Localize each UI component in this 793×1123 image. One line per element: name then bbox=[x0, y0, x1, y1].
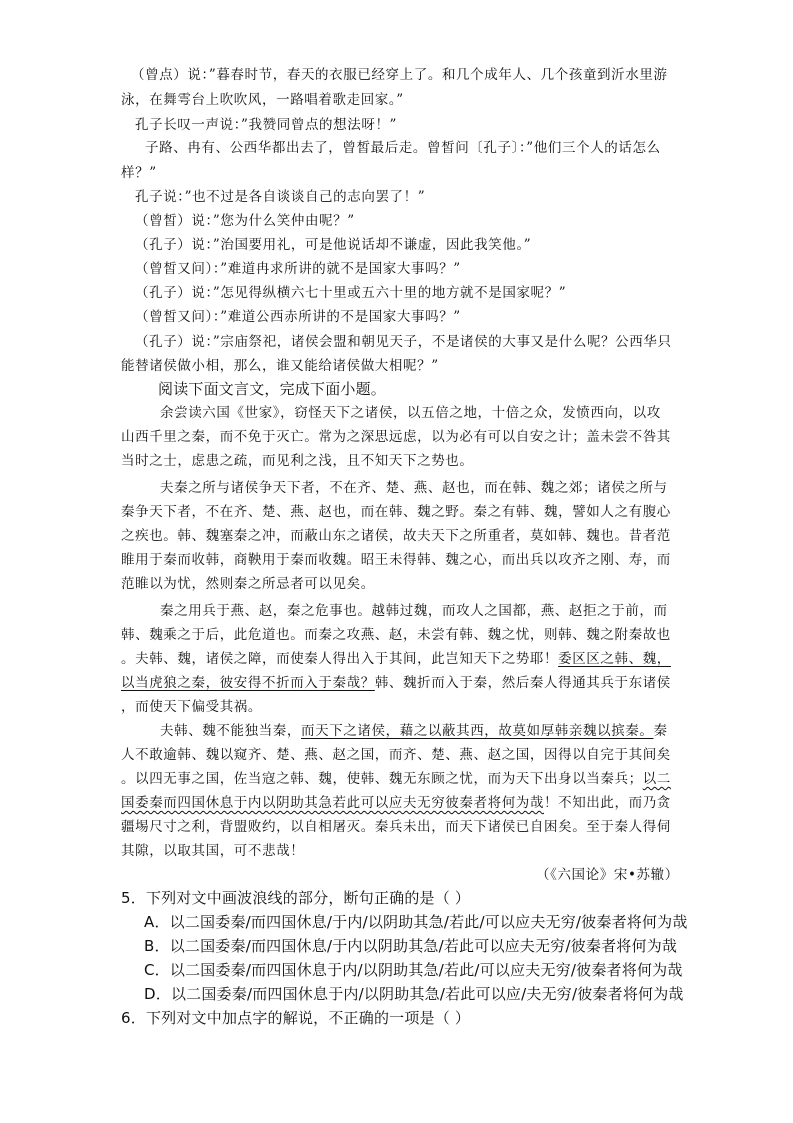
dialogue-line: （曾皙）说：”您为什么笑仲由呢？” bbox=[135, 213, 355, 229]
passage-text: 。以四无事之国，佐当寇之韩、魏，使韩、魏无东顾之忧，而为天下出身以当秦兵； bbox=[121, 771, 643, 787]
dialogue-line: （曾皙又问）：”难道公西赤所讲的不是国家大事吗？” bbox=[135, 309, 461, 325]
passage-line: 韩、魏乘之于后，此危道也。而秦之攻燕、赵，未尝有韩、魏之忧，则韩、魏之附秦故也 bbox=[121, 627, 671, 643]
passage-line: 其隙，以取其国，可不悲哉！ bbox=[121, 843, 305, 859]
question-6-stem: 6．下列对文中加点字的解说，不正确的一项是（ ） bbox=[121, 1009, 471, 1027]
dialogue-line: （孔子）说：”宗庙祭祀，诸侯会盟和朝见天子，不是诸侯的大事又是什么呢？公西华只 bbox=[135, 334, 672, 350]
passage-text: ！不知出此，而乃贪 bbox=[544, 795, 671, 811]
passage-line bbox=[121, 770, 671, 788]
dialogue-line: （曾皙又问）：”难道冉求所讲的就不是国家大事吗？” bbox=[135, 261, 461, 277]
dialogue-line: 孔子长叹一声说：”我赞同曾点的想法呀！” bbox=[135, 117, 398, 133]
passage-line: 秦之用兵于燕、赵，秦之危事也。越韩过魏，而攻人之国都，燕、赵拒之于前，而 bbox=[160, 603, 668, 619]
passage-text: 韩、魏折而入于秦，然后秦人得通其兵于东诸侯 bbox=[374, 675, 671, 691]
dialogue-line: 样？” bbox=[121, 165, 157, 181]
question-5-stem: 5．下列对文中画波浪线的部分，断句正确的是（ ） bbox=[121, 889, 471, 907]
underlined-sentence: 委区区之韩、魏， bbox=[558, 651, 671, 667]
passage-line: 范睢以为忧，然则秦之所忌者可以见矣。 bbox=[121, 576, 375, 592]
passage-text: 夫韩、魏不能独当秦， bbox=[160, 723, 301, 739]
passage-line: 山西千里之秦，而不免于灭亡。常为之深思远虑，以为必有可以自安之计；盖未尝不咎其 bbox=[121, 429, 671, 445]
dialogue-line: （孔子）说：”怎见得纵横六七十里或五六十里的地方就不是国家呢？” bbox=[135, 285, 567, 301]
passage-line: 秦争天下者，不在齐、楚、燕、赵也，而在韩、魏之野。秦之有韩、魏，譬如人之有腹心 bbox=[121, 504, 671, 520]
passage-text: 。夫韩、魏，诸侯之障，而使秦人得出入于其间，此岂知天下之势耶！ bbox=[121, 651, 559, 667]
question-5-option-a[interactable]: A．以二国委秦/而四国休息/于内/以阴助其急/若此/可以应夫无穷/彼秦者将何为哉 bbox=[144, 913, 688, 931]
passage-line: 夫秦之所与诸侯争天下者，不在齐、楚、燕、赵也，而在韩、魏之郊；诸侯之所与 bbox=[160, 480, 668, 496]
wavy-underlined-text: 国委秦而四国休息于内以阴助其急若此可以应夫无穷彼秦者将何为哉 bbox=[121, 795, 544, 811]
passage-line bbox=[121, 650, 671, 668]
wavy-underlined-text: 以二 bbox=[642, 771, 671, 787]
question-5-option-b[interactable]: B．以二国委秦/而四国休息/于内以阴助其急/若此可以应夫无穷/彼秦者将何为哉 bbox=[144, 937, 678, 955]
passage-line: 睢用于秦而收韩，商鞅用于秦而收魏。昭王未得韩、魏之心，而出兵以攻齐之刚、寿，而 bbox=[121, 552, 671, 568]
passage-line: 之疾也。韩、魏塞秦之冲，而蔽山东之诸侯，故夫天下之所重者，莫如韩、魏也。昔者范 bbox=[121, 528, 671, 544]
question-5-option-c[interactable]: C．以二国委秦/而四国休息于内/以阴助其急/若此/可以应夫无穷/彼秦者将何为哉 bbox=[144, 961, 683, 979]
passage-line: 当时之士，虑患之疏，而见利之浅，且不知天下之势也。 bbox=[121, 453, 474, 469]
passage-line: 余尝读六国《世家》，窃怪天下之诸侯，以五倍之地，十倍之众，发愤西向，以攻 bbox=[160, 405, 661, 421]
dialogue-line: 子路、冉有、公西华都出去了，曾皙最后走。曾皙问〔孔子〕：”他们三个人的话怎么 bbox=[145, 140, 661, 156]
question-5-option-d[interactable]: D．以二国委秦/而四国休息于内/以阴助其急/若此可以应/夫无穷/彼秦者将何为哉 bbox=[144, 985, 684, 1003]
passage-text: 秦 bbox=[653, 723, 668, 739]
passage-line bbox=[121, 794, 671, 812]
dialogue-line: 能替诸侯做小相，那么，谁又能给诸侯做大相呢？” bbox=[121, 358, 439, 374]
passage-line: ，而使天下偏受其祸。 bbox=[121, 699, 262, 715]
passage-line bbox=[121, 674, 671, 692]
reading-instruction: 阅读下面文言文，完成下面小题。 bbox=[158, 380, 387, 398]
passage-line: 疆埸尺寸之利，背盟败约，以自相屠灭。秦兵未出，而天下诸侯已自困矣。至于秦人得伺 bbox=[121, 819, 671, 835]
dialogue-line: 孔子说：”也不过是各自谈谈自己的志向罢了！” bbox=[135, 189, 426, 205]
dialogue-line: 泳，在舞雩台上吹吹风，一路唱着歌走回家。” bbox=[121, 92, 404, 108]
passage-line bbox=[160, 722, 668, 740]
underlined-sentence: 以当虎狼之秦，彼安得不折而入于秦哉？ bbox=[121, 675, 375, 691]
dialogue-line: （孔子）说：”治国要用礼，可是他说话却不谦虚，因此我笑他。” bbox=[135, 237, 532, 253]
underlined-sentence: 而天下之诸侯，藉之以蔽其西，故莫如厚韩亲魏以摈秦。 bbox=[301, 723, 654, 739]
passage-source: （《六国论》宋•苏辙） bbox=[536, 867, 679, 883]
passage-line: 人不敢逾韩、魏以窥齐、楚、燕、赵之国，而齐、楚、燕、赵之国，因得以自完于其间矣 bbox=[121, 747, 671, 763]
dialogue-line: （曾点）说：”暮春时节，春天的衣服已经穿上了。和几个成年人、几个孩童到沂水里游 bbox=[131, 67, 668, 83]
